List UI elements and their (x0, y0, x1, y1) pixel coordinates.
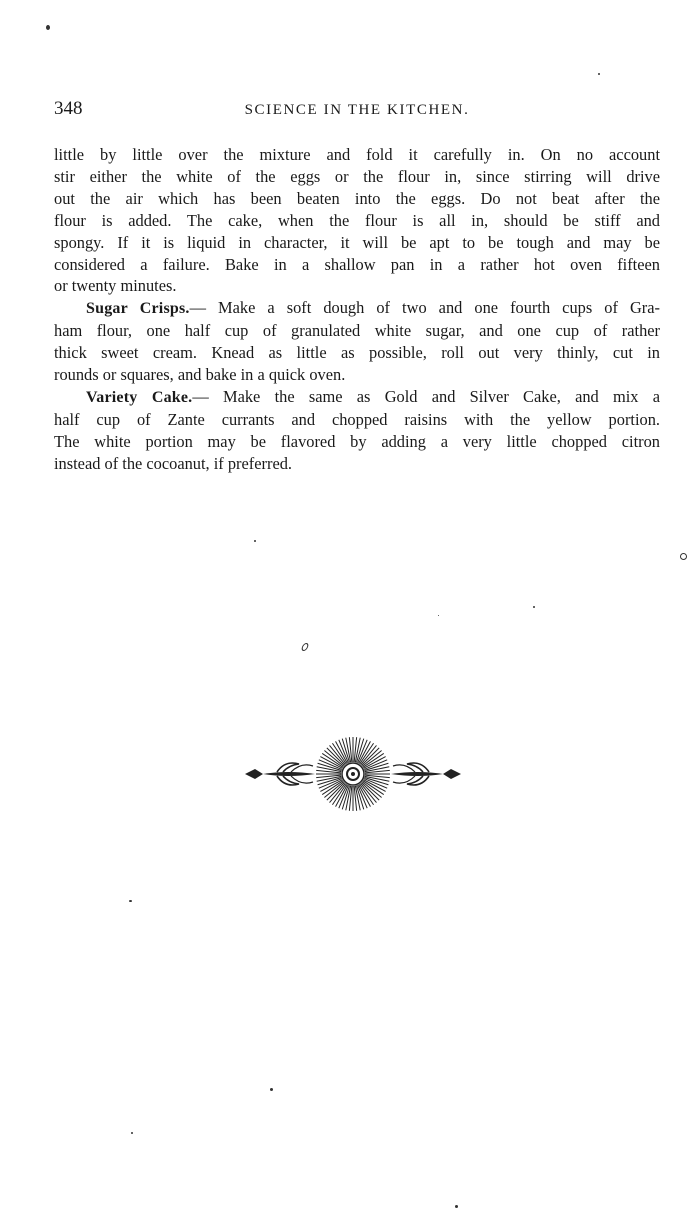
page-number: 348 (54, 98, 83, 119)
paragraph-sugar-crisps (54, 297, 660, 386)
print-speck (533, 606, 535, 608)
text-line (54, 386, 660, 409)
text-line: thick sweet cream. Knead as little as possible, roll out very thinly, cut in (54, 343, 660, 363)
text-line: rounds or squares, and bake in a quick oven. (54, 365, 346, 385)
body-text (54, 144, 660, 475)
print-speck (680, 553, 687, 560)
text-line: ham flour, one half cup of granulated white sugar, and one cup of rather (54, 321, 660, 341)
print-speck (46, 25, 50, 30)
text-line: stir either the white of the eggs or the flour in, since stirring will drive (54, 166, 660, 186)
recipe-heading-sugar-crisps: Sugar Crisps. (86, 300, 190, 318)
text-line-rest: — Make a soft dough of two and one fourth cups of Gra- (189, 298, 660, 318)
print-speck (254, 540, 256, 542)
print-speck (438, 615, 439, 616)
text-line: little by little over the mixture and fold it carefully in. On no account (54, 145, 660, 164)
running-head: SCIENCE IN THE KITCHEN. (244, 102, 470, 118)
text-line: or twenty minutes. (54, 276, 177, 296)
text-line-rest: — Make the same as Gold and Silver Cake, and mix a (192, 386, 661, 406)
text-line: considered a failure. Bake in a shallow pan in a rather hot oven fifteen (54, 254, 660, 274)
text-line: instead of the cocoanut, if preferred. (54, 453, 293, 473)
print-speck (301, 643, 310, 651)
text-line (54, 297, 660, 320)
text-line: half cup of Zante currants and chopped raisins with the yellow portion. (54, 409, 660, 429)
text-line: flour is added. The cake, when the flour is all in, should be stiff and (54, 210, 660, 230)
print-speck (455, 1205, 458, 1208)
text-line: The white portion may be flavored by adding a very little chopped citron (54, 431, 660, 451)
text-line: spongy. If it is liquid in character, it will be apt to be tough and may be (54, 232, 660, 252)
paragraph-continued (54, 144, 660, 297)
recipe-heading-variety-cake: Variety Cake. (86, 388, 193, 406)
sunburst-ornament-icon (243, 734, 463, 814)
paragraph-variety-cake (54, 386, 660, 475)
print-speck (270, 1088, 273, 1091)
print-speck (129, 900, 132, 902)
text-line: out the air which has been beaten into the eggs. Do not beat after the (54, 188, 660, 208)
page-header (54, 98, 660, 128)
print-speck (131, 1132, 133, 1134)
print-speck (598, 73, 600, 75)
